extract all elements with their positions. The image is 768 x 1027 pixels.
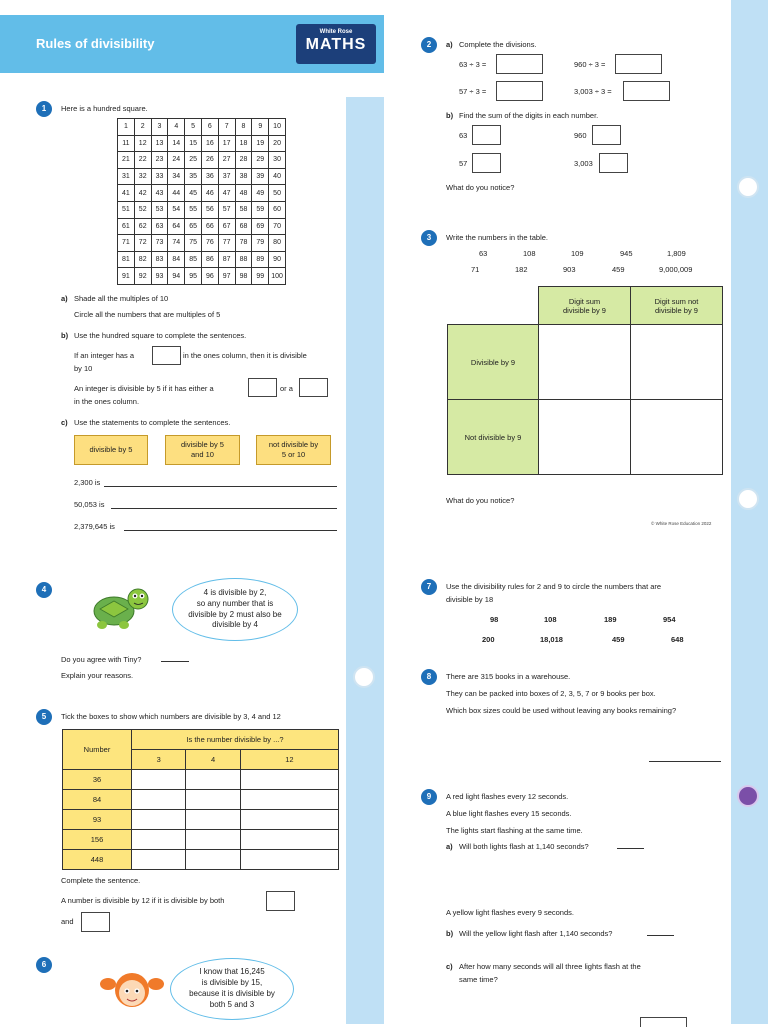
number: 3,003	[574, 159, 593, 168]
grid-cell[interactable]: 40	[269, 168, 286, 185]
grid-cell[interactable]: 82	[134, 251, 151, 268]
grid-cell[interactable]: 64	[168, 218, 185, 235]
question-number: 1	[36, 101, 52, 117]
q7-number: 108	[544, 615, 557, 624]
q9c-line1: After how many seconds will all three lights flash at the	[459, 962, 641, 971]
grid-cell[interactable]: 11	[118, 135, 135, 152]
q7-number: 98	[490, 615, 499, 624]
bubble-text: divisible by 4	[212, 620, 258, 630]
answer-box[interactable]	[152, 346, 181, 365]
answer-box[interactable]	[472, 125, 501, 145]
table-row	[63, 850, 339, 870]
grid-cell[interactable]: 34	[168, 168, 185, 185]
grid-cell[interactable]: 79	[252, 235, 269, 252]
q1b-s1-cont: by 10	[74, 364, 93, 373]
copyright: © White Rose Education 2022	[651, 521, 712, 526]
q3-number: 71	[471, 265, 480, 274]
row-header: 93	[63, 810, 132, 830]
question-number: 4	[36, 582, 52, 598]
grid-cell[interactable]: 91	[118, 268, 135, 285]
coin-icon	[737, 176, 759, 198]
grid-cell[interactable]: 37	[218, 168, 235, 185]
part-label: b)	[61, 331, 69, 340]
grid-cell[interactable]: 2	[134, 119, 151, 136]
grid-cell[interactable]: 61	[118, 218, 135, 235]
question-number: 7	[421, 579, 437, 595]
q5-complete: Complete the sentence.	[61, 876, 141, 885]
q3-number: 459	[612, 265, 625, 274]
grid-cell[interactable]: 23	[151, 152, 168, 169]
tick-box[interactable]	[240, 790, 338, 810]
girl-character	[100, 966, 164, 1014]
table-cell[interactable]	[631, 400, 723, 475]
header-text: Digit sum not	[654, 296, 699, 306]
q9-line4: A yellow light flashes every 9 seconds.	[446, 908, 574, 917]
grid-cell[interactable]: 100	[269, 268, 286, 285]
grid-cell[interactable]: 56	[201, 201, 218, 218]
q7-number: 459	[612, 635, 625, 644]
grid-cell[interactable]: 31	[118, 168, 135, 185]
grid-cell[interactable]: 21	[118, 152, 135, 169]
q1b-line1: Use the hundred square to complete the sentences.	[74, 331, 247, 340]
grid-cell[interactable]: 87	[218, 251, 235, 268]
grid-row	[118, 218, 286, 235]
row-header: Divisible by 9	[448, 325, 539, 400]
q3-number: 109	[571, 249, 584, 258]
grid-cell[interactable]: 10	[269, 119, 286, 136]
q3-number: 108	[523, 249, 536, 258]
q2b-line: Find the sum of the digits in each number.	[459, 111, 599, 120]
q8-line1: There are 315 books in a warehouse.	[446, 672, 571, 681]
q9c-line2: same time?	[459, 975, 498, 984]
q7-number: 954	[663, 615, 676, 624]
grid-cell[interactable]: 4	[168, 119, 185, 136]
q3-number: 9,000,009	[659, 265, 693, 274]
q3-number: 945	[620, 249, 633, 258]
q9b-line: Will the yellow light flash after 1,140 seconds?	[459, 929, 613, 938]
grid-cell[interactable]: 8	[235, 119, 252, 136]
tick-box[interactable]	[132, 850, 186, 870]
grid-cell[interactable]: 67	[218, 218, 235, 235]
answer-line[interactable]	[649, 761, 721, 762]
logo-main-text: MATHS	[305, 36, 367, 53]
answer-line[interactable]	[617, 848, 644, 849]
q1c-sentence: 2,300 is	[74, 478, 101, 487]
table-header: Number	[63, 730, 132, 770]
grid-cell[interactable]: 57	[218, 201, 235, 218]
grid-cell[interactable]: 7	[218, 119, 235, 136]
row-header: 156	[63, 830, 132, 850]
grid-cell[interactable]: 60	[269, 201, 286, 218]
grid-cell[interactable]: 68	[235, 218, 252, 235]
answer-box[interactable]	[496, 81, 543, 101]
grid-cell[interactable]: 33	[151, 168, 168, 185]
q4-line1: Do you agree with Tiny?	[61, 655, 142, 664]
part-label: a)	[446, 842, 453, 851]
answer-line[interactable]	[161, 661, 189, 662]
q5-intro: Tick the boxes to show which numbers are divisible by 3, 4 and 12	[61, 712, 281, 721]
grid-cell[interactable]: 96	[201, 268, 218, 285]
grid-cell[interactable]: 38	[235, 168, 252, 185]
bubble-text: I know that 16,245	[199, 967, 265, 977]
logo-top-text: White Rose	[319, 29, 353, 35]
tick-box[interactable]	[240, 810, 338, 830]
grid-cell[interactable]: 42	[134, 185, 151, 202]
grid-row	[118, 152, 286, 169]
grid-row	[118, 201, 286, 218]
q1a-line2: Circle all the numbers that are multiples of 5	[74, 310, 221, 319]
table-row	[63, 790, 339, 810]
grid-cell[interactable]: 63	[151, 218, 168, 235]
answer-box[interactable]	[599, 153, 628, 173]
grid-cell[interactable]: 48	[235, 185, 252, 202]
q3-number: 63	[479, 249, 488, 258]
q1b-s2-mid: or a	[280, 384, 293, 393]
grid-cell[interactable]: 80	[269, 235, 286, 252]
tortoise-character	[88, 583, 152, 633]
tick-box[interactable]	[240, 770, 338, 790]
grid-cell[interactable]: 52	[134, 201, 151, 218]
answer-box[interactable]	[248, 378, 277, 397]
division: 3,003 ÷ 3 =	[574, 87, 612, 96]
grid-row	[118, 268, 286, 285]
grid-cell[interactable]: 99	[252, 268, 269, 285]
tick-box[interactable]	[132, 830, 186, 850]
grid-row	[118, 119, 286, 136]
grid-cell[interactable]: 88	[235, 251, 252, 268]
q1c-sentence: 2,379,645 is	[74, 522, 115, 531]
grid-cell[interactable]: 94	[168, 268, 185, 285]
statement-text: divisible by 5	[89, 445, 133, 455]
grid-cell[interactable]: 18	[235, 135, 252, 152]
tick-box[interactable]	[132, 790, 186, 810]
grid-cell[interactable]: 62	[134, 218, 151, 235]
grid-cell[interactable]: 72	[134, 235, 151, 252]
number: 63	[459, 131, 468, 140]
grid-cell[interactable]: 32	[134, 168, 151, 185]
row-header: 448	[63, 850, 132, 870]
q3-notice: What do you notice?	[446, 496, 515, 505]
division: 57 ÷ 3 =	[459, 87, 487, 96]
grid-cell[interactable]: 1	[118, 119, 135, 136]
question-number: 9	[421, 789, 437, 805]
column-header: 3	[132, 750, 186, 770]
row-header: Not divisible by 9	[448, 400, 539, 475]
bubble-text: both 5 and 3	[209, 999, 255, 1009]
grid-cell[interactable]: 83	[151, 251, 168, 268]
statement-text: not divisible by	[268, 440, 319, 450]
tick-box[interactable]	[186, 770, 240, 790]
answer-box[interactable]	[472, 153, 501, 173]
grid-cell[interactable]: 95	[185, 268, 202, 285]
grid-cell[interactable]: 43	[151, 185, 168, 202]
grid-cell[interactable]: 17	[218, 135, 235, 152]
header-text: divisible by 9	[655, 305, 698, 315]
grid-cell[interactable]: 14	[168, 135, 185, 152]
grid-row	[118, 168, 286, 185]
answer-line[interactable]	[647, 935, 674, 936]
grid-cell[interactable]: 41	[118, 185, 135, 202]
statement-text: and 10	[191, 450, 214, 459]
q5-sentence: A number is divisible by 12 if it is divisible by both	[61, 896, 225, 905]
right-stripe	[346, 97, 384, 1024]
grid-cell[interactable]: 24	[168, 152, 185, 169]
grid-cell[interactable]: 51	[118, 201, 135, 218]
number: 960	[574, 131, 587, 140]
column-header: 12	[240, 750, 338, 770]
grid-cell[interactable]: 29	[252, 152, 269, 169]
grid-row	[118, 235, 286, 252]
table-row	[63, 830, 339, 850]
grid-cell[interactable]: 98	[235, 268, 252, 285]
grid-row	[118, 185, 286, 202]
sorting-table	[447, 286, 723, 475]
q7-number: 648	[671, 635, 684, 644]
q1b-s1-post: in the ones column, then it is divisible	[183, 351, 307, 360]
row-header: 84	[63, 790, 132, 810]
tick-box[interactable]	[186, 790, 240, 810]
grid-cell[interactable]: 13	[151, 135, 168, 152]
header-text: Digit sum	[568, 296, 601, 306]
answer-box[interactable]	[496, 54, 543, 74]
empty-cell	[448, 287, 539, 325]
grid-cell[interactable]: 28	[235, 152, 252, 169]
q3-number: 182	[515, 265, 528, 274]
coin-icon	[737, 785, 759, 807]
q8-line2: They can be packed into boxes of 2, 3, 5, 7 or 9 books per box.	[446, 689, 656, 698]
grid-cell[interactable]: 45	[185, 185, 202, 202]
bubble-text: because it is divisible by	[189, 989, 275, 998]
grid-cell[interactable]: 69	[252, 218, 269, 235]
q1-intro: Here is a hundred square.	[61, 104, 148, 113]
grid-cell[interactable]: 71	[118, 235, 135, 252]
grid-cell[interactable]: 59	[252, 201, 269, 218]
bubble-text: 4 is divisible by 2,	[203, 587, 267, 597]
q1b-s1-pre: If an integer has a	[74, 351, 135, 360]
grid-cell[interactable]: 25	[185, 152, 202, 169]
q3-intro: Write the numbers in the table.	[446, 233, 548, 242]
grid-cell[interactable]: 90	[269, 251, 286, 268]
statement-card	[165, 435, 240, 465]
grid-cell[interactable]: 85	[185, 251, 202, 268]
question-number: 3	[421, 230, 437, 246]
bubble-text: is divisible by 15,	[201, 978, 263, 988]
grid-cell[interactable]: 9	[252, 119, 269, 136]
grid-row	[118, 135, 286, 152]
table-cell[interactable]	[631, 325, 723, 400]
grid-cell[interactable]: 53	[151, 201, 168, 218]
grid-cell[interactable]: 86	[201, 251, 218, 268]
table-cell[interactable]	[539, 400, 631, 475]
grid-cell[interactable]: 55	[185, 201, 202, 218]
speech-bubble	[170, 958, 294, 1020]
q7-line1: Use the divisibility rules for 2 and 9 to circle the numbers that are	[446, 582, 662, 591]
grid-cell[interactable]: 3	[151, 119, 168, 136]
grid-cell[interactable]: 6	[201, 119, 218, 136]
grid-cell[interactable]: 97	[218, 268, 235, 285]
grid-cell[interactable]: 50	[269, 185, 286, 202]
table-header: Is the number divisible by ...?	[132, 730, 339, 750]
grid-cell[interactable]: 35	[185, 168, 202, 185]
q9-line2: A blue light flashes every 15 seconds.	[446, 809, 572, 818]
part-label: c)	[61, 418, 68, 427]
answer-line[interactable]	[104, 486, 337, 487]
tick-box[interactable]	[132, 810, 186, 830]
bubble-text: divisible by 2 must also be	[188, 609, 282, 619]
grid-cell[interactable]: 84	[168, 251, 185, 268]
q5-and: and	[61, 917, 74, 926]
grid-cell[interactable]: 30	[269, 152, 286, 169]
answer-box[interactable]	[623, 81, 670, 101]
q9-line1: A red light flashes every 12 seconds.	[446, 792, 569, 801]
grid-cell[interactable]: 22	[134, 152, 151, 169]
table-row	[63, 770, 339, 790]
part-label: b)	[446, 929, 454, 938]
statement-text: divisible by 5	[181, 440, 224, 450]
answer-box[interactable]	[266, 891, 295, 911]
number: 57	[459, 159, 468, 168]
coin-icon	[353, 666, 375, 688]
question-number: 6	[36, 957, 52, 973]
question-number: 2	[421, 37, 437, 53]
grid-cell[interactable]: 36	[201, 168, 218, 185]
grid-cell[interactable]: 89	[252, 251, 269, 268]
division: 960 ÷ 3 =	[574, 60, 606, 69]
coin-icon	[737, 488, 759, 510]
grid-cell[interactable]: 74	[168, 235, 185, 252]
column-header: 4	[186, 750, 240, 770]
grid-cell[interactable]: 78	[235, 235, 252, 252]
grid-cell[interactable]: 46	[201, 185, 218, 202]
tick-box[interactable]	[240, 830, 338, 850]
answer-line[interactable]	[111, 508, 337, 509]
grid-cell[interactable]: 26	[201, 152, 218, 169]
bubble-text: so any number that is	[196, 598, 274, 608]
q1b-s2-cont: in the ones column.	[74, 397, 140, 406]
part-label: c)	[446, 962, 453, 971]
row-header: 36	[63, 770, 132, 790]
header-text: divisible by 9	[563, 305, 606, 315]
grid-cell[interactable]: 76	[201, 235, 218, 252]
q2-notice: What do you notice?	[446, 183, 515, 192]
grid-cell[interactable]: 47	[218, 185, 235, 202]
tick-box[interactable]	[186, 830, 240, 850]
answer-box[interactable]	[81, 912, 110, 932]
grid-row	[118, 251, 286, 268]
grid-cell[interactable]: 39	[252, 168, 269, 185]
white-rose-maths-logo	[296, 24, 376, 64]
question-number: 8	[421, 669, 437, 685]
q9-line3: The lights start flashing at the same time.	[446, 826, 583, 835]
table-row	[63, 810, 339, 830]
statement-card	[74, 435, 148, 465]
tick-box[interactable]	[186, 850, 240, 870]
speech-bubble	[172, 578, 298, 641]
divisibility-table	[62, 729, 339, 870]
answer-box[interactable]	[615, 54, 662, 74]
q1b-s2-pre: An integer is divisible by 5 if it has either a	[74, 384, 214, 393]
grid-cell[interactable]: 54	[168, 201, 185, 218]
q1c-sentence: 50,053 is	[74, 500, 105, 509]
division: 63 ÷ 3 =	[459, 60, 487, 69]
grid-cell[interactable]: 15	[185, 135, 202, 152]
grid-cell[interactable]: 75	[185, 235, 202, 252]
grid-cell[interactable]: 65	[185, 218, 202, 235]
grid-cell[interactable]: 77	[218, 235, 235, 252]
q3-number: 1,809	[667, 249, 686, 258]
q1c-line1: Use the statements to complete the sentences.	[74, 418, 231, 427]
table-cell[interactable]	[539, 325, 631, 400]
q7-number: 189	[604, 615, 617, 624]
grid-cell[interactable]: 81	[118, 251, 135, 268]
answer-box[interactable]	[640, 1017, 687, 1027]
q3-number: 903	[563, 265, 576, 274]
far-right-stripe	[731, 0, 768, 1024]
q4-line2: Explain your reasons.	[61, 671, 134, 680]
grid-cell[interactable]: 12	[134, 135, 151, 152]
part-label: b)	[446, 111, 454, 120]
statement-card	[256, 435, 331, 465]
grid-cell[interactable]: 70	[269, 218, 286, 235]
answer-box[interactable]	[592, 125, 621, 145]
page-title: Rules of divisibility	[36, 36, 155, 51]
hundred-square	[117, 118, 286, 285]
grid-cell[interactable]: 73	[151, 235, 168, 252]
statement-text: 5 or 10	[281, 450, 306, 459]
q1a-line1: Shade all the multiples of 10	[74, 294, 169, 303]
grid-cell[interactable]: 92	[134, 268, 151, 285]
q2a-line: Complete the divisions.	[459, 40, 537, 49]
q9a-line: Will both lights flash at 1,140 seconds?	[459, 842, 589, 851]
column-header	[539, 287, 631, 325]
grid-cell[interactable]: 19	[252, 135, 269, 152]
tick-box[interactable]	[132, 770, 186, 790]
grid-cell[interactable]: 16	[201, 135, 218, 152]
q7-number: 200	[482, 635, 495, 644]
tick-box[interactable]	[240, 850, 338, 870]
answer-box[interactable]	[299, 378, 328, 397]
question-number: 5	[36, 709, 52, 725]
grid-cell[interactable]: 49	[252, 185, 269, 202]
grid-cell[interactable]: 93	[151, 268, 168, 285]
grid-cell[interactable]: 44	[168, 185, 185, 202]
column-header	[631, 287, 723, 325]
q7-line2: divisible by 18	[446, 595, 494, 604]
answer-line[interactable]	[124, 530, 337, 531]
part-label: a)	[446, 40, 453, 49]
part-label: a)	[61, 294, 68, 303]
grid-cell[interactable]: 58	[235, 201, 252, 218]
grid-cell[interactable]: 5	[185, 119, 202, 136]
grid-cell[interactable]: 66	[201, 218, 218, 235]
q7-number: 18,018	[540, 635, 563, 644]
grid-cell[interactable]: 20	[269, 135, 286, 152]
grid-cell[interactable]: 27	[218, 152, 235, 169]
tick-box[interactable]	[186, 810, 240, 830]
q8-line3: Which box sizes could be used without leaving any books remaining?	[446, 706, 677, 715]
